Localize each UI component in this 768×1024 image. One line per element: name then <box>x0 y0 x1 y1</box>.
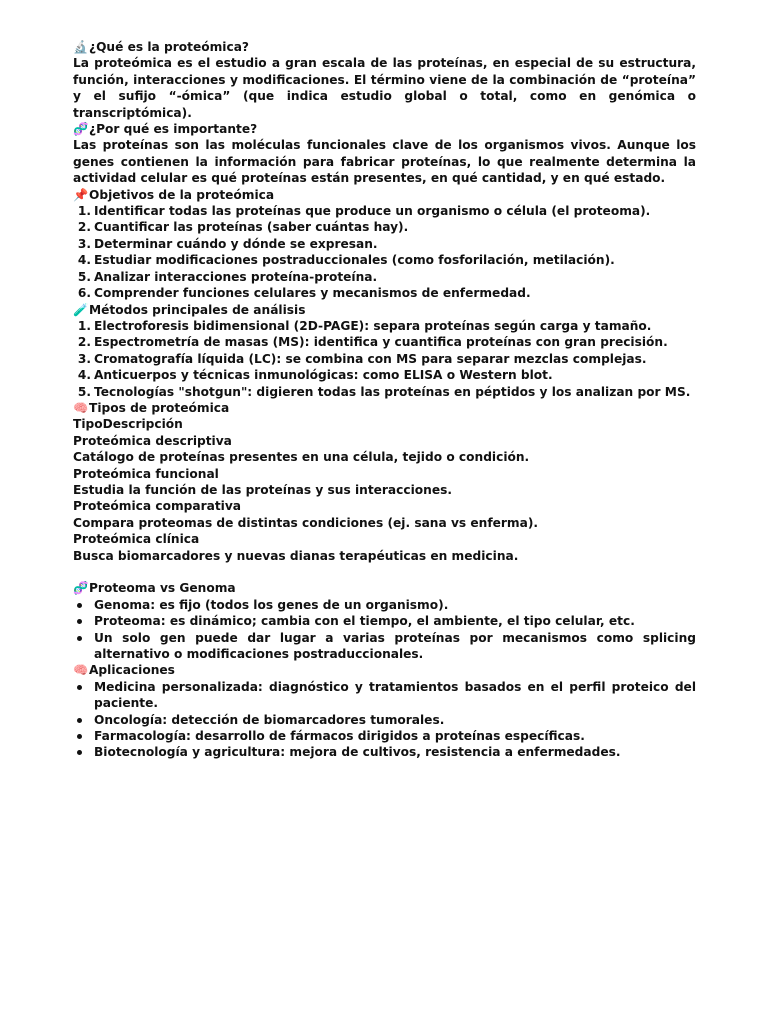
table-cell: Proteómica comparativa <box>73 499 242 514</box>
test-tube-icon: 🧪 <box>73 302 89 317</box>
list-item: 4. Anticuerpos y técnicas inmunológicas: como ELISA o Western blot. <box>77 368 553 383</box>
table-cell: Proteómica funcional <box>73 466 219 481</box>
table-cell: Catálogo de proteínas presentes en una célula, tejido o condición. <box>73 450 530 465</box>
section-heading-por-que <box>73 121 696 137</box>
list-item: 2. Cuantificar las proteínas (saber cuántas hay). <box>77 220 409 235</box>
heading-text: Aplicaciones <box>89 663 175 678</box>
list-item: 3. Determinar cuándo y dónde se expresan. <box>77 236 378 251</box>
section-heading-metodos <box>73 302 696 318</box>
section-heading-que-es <box>73 39 696 55</box>
table-cell: Proteómica clínica <box>73 532 200 547</box>
paragraph-que-es: La proteómica es el estudio a gran escala de las proteínas, en especial de su estructura, función, interacciones y modificaciones. El término viene de la combinación de “proteína” y el sufijo “-ómica” (que indica estudio global o total, como en genómica o transcriptómica). <box>73 56 696 120</box>
bullet-icon <box>77 750 82 755</box>
list-item: 3. Cromatografía líquida (LC): se combina con MS para separar mezclas complejas. <box>77 351 647 366</box>
heading-text: ¿Por qué es importante? <box>89 122 258 137</box>
list-item: 5. Analizar interacciones proteína-proteína. <box>77 269 378 284</box>
list-item: 5. Tecnologías "shotgun": digieren todas las proteínas en péptidos y los analizan por MS. <box>77 384 691 399</box>
list-item: 1. Electroforesis bidimensional (2D-PAGE): separa proteínas según carga y tamaño. <box>77 318 652 333</box>
pushpin-icon: 📌 <box>73 187 89 202</box>
table-header: TipoDescripción <box>73 417 183 432</box>
list-item: 1. Identificar todas las proteínas que produce un organismo o célula (el proteoma). <box>77 204 651 219</box>
list-item: Oncología: detección de biomarcadores tumorales. <box>73 712 696 728</box>
heading-text: Objetivos de la proteómica <box>89 187 275 202</box>
table-cell: Proteómica descriptiva <box>73 433 232 448</box>
heading-text: Proteoma vs Genoma <box>89 581 236 596</box>
dna-icon: 🧬 <box>73 122 89 137</box>
proteoma-genoma-list <box>73 597 696 663</box>
list-item: Farmacología: desarrollo de fármacos dirigidos a proteínas específicas. <box>73 728 696 744</box>
table-cell: Busca biomarcadores y nuevas dianas terapéuticas en medicina. <box>73 548 519 563</box>
dna-icon: 🧬 <box>73 581 89 596</box>
microscope-icon: 🔬 <box>73 40 89 54</box>
table-cell: Compara proteomas de distintas condiciones (ej. sana vs enferma). <box>73 515 539 530</box>
brain-icon: 🧠 <box>73 400 89 415</box>
section-heading-proteoma-vs-genoma <box>73 580 696 596</box>
aplicaciones-list <box>73 679 696 761</box>
section-heading-aplicaciones <box>73 662 696 678</box>
section-heading-objetivos <box>73 187 696 203</box>
list-item: 4. Estudiar modificaciones postraduccionales (como fosforilación, metilación). <box>77 253 615 268</box>
list-item: Genoma: es fijo (todos los genes de un organismo). <box>73 597 696 613</box>
metodos-list <box>73 318 696 400</box>
list-item: Medicina personalizada: diagnóstico y tratamientos basados en el perfil proteico del paciente. <box>73 679 696 712</box>
heading-text: Tipos de proteómica <box>89 400 230 415</box>
objetivos-list <box>73 203 696 301</box>
table-cell: Estudia la función de las proteínas y sus interacciones. <box>73 482 452 497</box>
heading-text: ¿Qué es la proteómica? <box>89 40 249 54</box>
bullet-icon <box>77 685 82 690</box>
bullet-icon <box>77 603 82 608</box>
bullet-icon <box>77 718 82 723</box>
heading-text: Métodos principales de análisis <box>89 302 306 317</box>
document-page <box>73 39 696 761</box>
brain-icon: 🧠 <box>73 663 89 678</box>
list-item: Proteoma: es dinámico; cambia con el tiempo, el ambiente, el tipo celular, etc. <box>73 613 696 629</box>
bullet-icon <box>77 734 82 739</box>
bullet-icon <box>77 619 82 624</box>
blank-line <box>73 564 696 580</box>
list-item: Un solo gen puede dar lugar a varias proteínas por mecanismos como splicing alternativo o modificaciones postraduccionales. <box>73 630 696 663</box>
list-item: Biotecnología y agricultura: mejora de cultivos, resistencia a enfermedades. <box>73 744 696 760</box>
paragraph-por-que: Las proteínas son las moléculas funcionales clave de los organismos vivos. Aunque los genes contienen la información para fabricar proteínas, lo que realmente determina la actividad celular es qué proteínas están presentes, en qué cantidad, y en qué estado. <box>73 138 696 186</box>
list-item: 2. Espectrometría de masas (MS): identifica y cuantifica proteínas con gran precisión. <box>77 335 668 350</box>
bullet-icon <box>77 636 82 641</box>
list-item: 6. Comprender funciones celulares y mecanismos de enfermedad. <box>77 286 531 301</box>
section-heading-tipos <box>73 400 696 416</box>
